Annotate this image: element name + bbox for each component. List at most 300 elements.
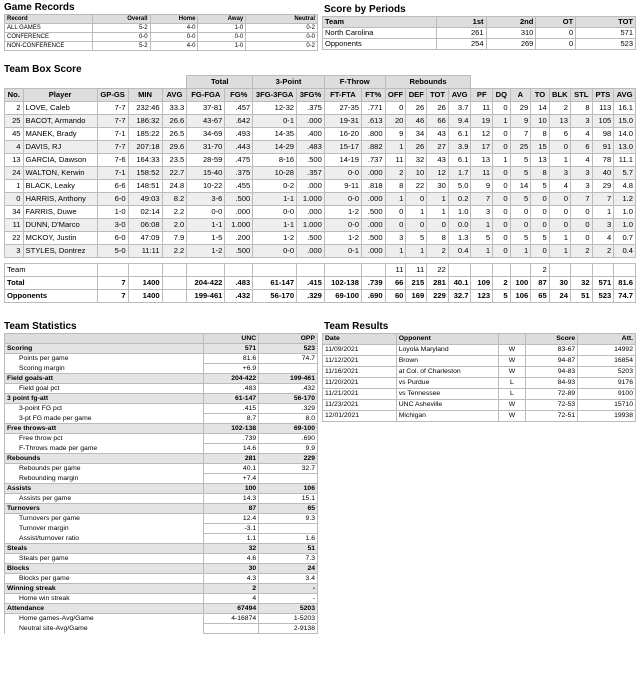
table-cell: 0 — [536, 28, 576, 39]
table-cell: 40 — [592, 167, 614, 180]
stat-group-row — [5, 454, 318, 464]
table-cell: 7-7 — [97, 115, 128, 128]
table-cell: 0 — [531, 206, 550, 219]
stat-group-row — [5, 374, 318, 384]
table-cell: 14.6 — [204, 444, 259, 454]
table-cell: 27-35 — [324, 102, 361, 115]
player-row — [5, 193, 636, 206]
table-cell: 81.6 — [614, 277, 636, 290]
table-row — [5, 24, 318, 33]
table-cell — [128, 264, 162, 277]
table-cell: -3.1 — [204, 524, 259, 534]
table-cell: .200 — [225, 232, 253, 245]
table-cell: 0 — [493, 180, 511, 193]
table-cell: 9 — [510, 115, 531, 128]
table-cell: 2 — [549, 102, 570, 115]
table-cell: 1 — [385, 193, 406, 206]
table-cell: 1 — [385, 245, 406, 258]
table-cell: 14992 — [578, 345, 636, 356]
table-cell: 6-0 — [97, 193, 128, 206]
table-cell: 0 — [549, 193, 570, 206]
table-cell: 19-31 — [324, 115, 361, 128]
table-cell: 49:03 — [128, 193, 162, 206]
table-cell: Scoring margin — [5, 364, 204, 374]
table-cell: 22 — [427, 264, 449, 277]
table-cell: 2.0 — [162, 219, 187, 232]
table-cell: .771 — [361, 102, 385, 115]
table-cell: 169 — [406, 290, 427, 303]
stat-sub-row — [5, 574, 318, 584]
table-cell: Field goals-att — [5, 374, 204, 384]
table-cell: 5 — [510, 154, 531, 167]
table-cell: 1-2 — [253, 232, 297, 245]
table-cell: 1-1 — [253, 193, 297, 206]
table-cell: 1 — [5, 180, 24, 193]
table-cell: WALTON, Kerwin — [23, 167, 97, 180]
table-cell: 7-1 — [97, 167, 128, 180]
table-cell: 1 — [592, 206, 614, 219]
table-cell: 109 — [471, 277, 493, 290]
table-cell: 1400 — [128, 277, 162, 290]
col-header: Neutral — [246, 15, 318, 24]
table-cell: 24 — [259, 564, 318, 574]
table-cell: 84-93 — [526, 378, 578, 389]
table-cell: 7 — [471, 193, 493, 206]
table-cell: 7 — [97, 290, 128, 303]
table-cell: 19938 — [578, 411, 636, 422]
table-cell: 2 — [531, 264, 550, 277]
table-cell: .432 — [225, 290, 253, 303]
table-cell: 51 — [570, 290, 592, 303]
table-cell: 10-22 — [187, 180, 225, 193]
col-header: TOT — [576, 17, 636, 28]
table-cell: .329 — [297, 290, 325, 303]
table-cell: .400 — [297, 128, 325, 141]
table-cell: 4-16874 — [204, 614, 259, 624]
table-cell: 13 — [531, 154, 550, 167]
col-header: MIN — [128, 89, 162, 102]
table-cell: .690 — [361, 290, 385, 303]
table-cell: +7.4 — [204, 474, 259, 484]
table-cell: Michigan — [396, 411, 498, 422]
table-cell: 571 — [592, 277, 614, 290]
table-cell: 1.000 — [297, 219, 325, 232]
table-cell: 261 — [436, 28, 486, 39]
table-cell: BLACK, Leaky — [23, 180, 97, 193]
table-cell: NON-CONFERENCE — [5, 42, 93, 51]
table-cell: Total — [5, 277, 98, 290]
table-cell: .415 — [297, 277, 325, 290]
table-cell: 1.2 — [614, 193, 636, 206]
table-cell: 22 — [5, 232, 24, 245]
player-row — [5, 141, 636, 154]
table-cell: 199-461 — [187, 290, 225, 303]
table-cell: 100 — [510, 277, 531, 290]
table-cell: 0-0 — [187, 206, 225, 219]
stat-sub-row — [5, 444, 318, 454]
stat-group-row — [5, 484, 318, 494]
table-cell: 0 — [493, 102, 511, 115]
table-cell: Opponents — [323, 39, 437, 50]
col-header: Score — [526, 334, 578, 345]
table-cell: 1.6 — [259, 534, 318, 544]
table-cell: Brown — [396, 356, 498, 367]
result-row — [323, 356, 636, 367]
table-cell: 6-0 — [97, 232, 128, 245]
table-cell: 19 — [471, 115, 493, 128]
table-cell: 1 — [510, 245, 531, 258]
table-cell: 13.0 — [614, 141, 636, 154]
player-row — [5, 102, 636, 115]
table-cell: 74.7 — [259, 354, 318, 364]
table-cell: 0-2 — [246, 24, 318, 33]
table-cell: 0.7 — [614, 232, 636, 245]
table-cell: 11 — [406, 264, 427, 277]
table-cell — [471, 264, 493, 277]
table-cell: MCKOY, Justin — [23, 232, 97, 245]
team-statistics-title: Team Statistics — [4, 321, 77, 332]
table-cell: 2 — [385, 167, 406, 180]
table-cell: 6 — [570, 141, 592, 154]
table-cell — [162, 277, 187, 290]
table-cell — [259, 364, 318, 374]
table-cell: 164:33 — [128, 154, 162, 167]
table-cell: 5-0 — [97, 245, 128, 258]
col-header: DQ — [493, 89, 511, 102]
table-cell: 4 — [570, 128, 592, 141]
table-cell: .882 — [361, 141, 385, 154]
table-cell: 40.1 — [204, 464, 259, 474]
table-cell: 23.5 — [162, 154, 187, 167]
table-cell: Neutral site-Avg/Game — [5, 624, 204, 634]
table-cell: 43 — [427, 154, 449, 167]
table-cell: 523 — [592, 290, 614, 303]
table-cell: 0 — [385, 219, 406, 232]
table-cell: 26.6 — [162, 115, 187, 128]
table-cell: .500 — [225, 245, 253, 258]
table-cell: 1 — [493, 154, 511, 167]
table-cell: 14 — [531, 102, 550, 115]
table-cell: W — [498, 411, 526, 422]
table-cell: Turnovers — [5, 504, 204, 514]
table-cell: 7-7 — [97, 102, 128, 115]
table-cell: 3 — [592, 219, 614, 232]
table-cell: 2-9138 — [259, 624, 318, 634]
table-cell — [549, 264, 570, 277]
col-header: Overall — [92, 15, 150, 24]
table-cell: 0-0 — [324, 219, 361, 232]
table-cell: 94-87 — [526, 356, 578, 367]
col-header: GP-GS — [97, 89, 128, 102]
table-cell: 87 — [204, 504, 259, 514]
player-row — [5, 245, 636, 258]
table-cell: 4 — [570, 154, 592, 167]
table-cell — [510, 264, 531, 277]
table-cell: 0 — [570, 232, 592, 245]
table-cell: 7-1 — [97, 128, 128, 141]
table-cell: 98 — [592, 128, 614, 141]
col-header: UNC — [204, 334, 259, 344]
stat-sub-row — [5, 414, 318, 424]
table-cell: 8 — [570, 102, 592, 115]
table-cell: 37-81 — [187, 102, 225, 115]
table-cell: 32 — [406, 154, 427, 167]
group-header-total: Total — [187, 76, 253, 89]
table-cell: 1 — [549, 154, 570, 167]
table-cell: .000 — [361, 167, 385, 180]
stat-group-row — [5, 604, 318, 614]
table-cell: 45 — [5, 128, 24, 141]
table-cell: 24.8 — [162, 180, 187, 193]
table-cell: 4 — [549, 180, 570, 193]
table-cell: Free throws-att — [5, 424, 204, 434]
table-cell: 66 — [427, 115, 449, 128]
table-cell: 11 — [471, 167, 493, 180]
table-cell: .455 — [225, 180, 253, 193]
stat-group-row — [5, 544, 318, 554]
table-cell: 24 — [549, 290, 570, 303]
table-cell: 24 — [5, 167, 24, 180]
table-cell: 61-147 — [204, 394, 259, 404]
table-cell: 22 — [406, 180, 427, 193]
table-cell: 0 — [531, 193, 550, 206]
table-cell: 10-28 — [253, 167, 297, 180]
table-cell: 15.0 — [614, 115, 636, 128]
table-cell: 0-0 — [198, 33, 246, 42]
table-cell: .000 — [297, 180, 325, 193]
table-cell: 204-422 — [187, 277, 225, 290]
team-box-score-table — [4, 75, 636, 303]
table-cell: 6.1 — [448, 154, 471, 167]
table-cell: vs Purdue — [396, 378, 498, 389]
table-cell: 1-1 — [187, 219, 225, 232]
table-row — [323, 28, 636, 39]
table-cell: 29 — [510, 102, 531, 115]
table-cell: 1 — [406, 206, 427, 219]
table-cell: 269 — [486, 39, 536, 50]
col-header: AVG — [614, 89, 636, 102]
table-cell: 0-0 — [324, 167, 361, 180]
table-cell: 158:52 — [128, 167, 162, 180]
table-cell: Points per game — [5, 354, 204, 364]
stat-sub-row — [5, 624, 318, 634]
table-cell: 0.4 — [448, 245, 471, 258]
table-cell: 0-0 — [246, 33, 318, 42]
player-row — [5, 115, 636, 128]
table-cell: 4-0 — [150, 24, 198, 33]
table-cell: 8.7 — [204, 414, 259, 424]
col-header: No. — [5, 89, 24, 102]
table-cell: 26 — [406, 102, 427, 115]
table-cell: 1.000 — [225, 219, 253, 232]
table-cell: 7-6 — [97, 154, 128, 167]
table-cell: 9176 — [578, 378, 636, 389]
table-cell: Attendance — [5, 604, 204, 614]
col-header: PTS — [592, 89, 614, 102]
table-cell: 2 — [204, 584, 259, 594]
player-row — [5, 180, 636, 193]
table-cell: 12 — [471, 128, 493, 141]
table-cell: 11 — [385, 154, 406, 167]
table-cell: 11.1 — [614, 154, 636, 167]
table-cell: 281 — [204, 454, 259, 464]
table-cell: 0 — [406, 193, 427, 206]
table-cell: 0-0 — [92, 33, 150, 42]
table-cell: 56-170 — [259, 394, 318, 404]
table-cell: .739 — [361, 277, 385, 290]
table-cell: 34-69 — [187, 128, 225, 141]
table-row — [323, 39, 636, 50]
table-cell: 1 — [427, 193, 449, 206]
table-cell: 31-70 — [187, 141, 225, 154]
table-cell: STYLES, Dontrez — [23, 245, 97, 258]
stat-sub-row — [5, 494, 318, 504]
table-cell: 229 — [427, 290, 449, 303]
table-cell: 12 — [427, 167, 449, 180]
table-cell — [259, 524, 318, 534]
table-cell: 15-17 — [324, 141, 361, 154]
table-cell: 10 — [531, 115, 550, 128]
total-row — [5, 277, 636, 290]
stat-sub-row — [5, 594, 318, 604]
table-cell: 106 — [259, 484, 318, 494]
col-header: OPP — [259, 334, 318, 344]
table-cell — [259, 474, 318, 484]
table-cell: 46 — [406, 115, 427, 128]
col-header: OFF — [385, 89, 406, 102]
table-cell: .000 — [361, 245, 385, 258]
table-cell: 571 — [576, 28, 636, 39]
table-cell — [297, 264, 325, 277]
table-cell: 7 — [97, 277, 128, 290]
col-header: FG-FGA — [187, 89, 225, 102]
table-cell: Field goal pct — [5, 384, 204, 394]
table-cell: 3-0 — [97, 219, 128, 232]
table-cell: 26 — [406, 141, 427, 154]
table-cell: W — [498, 400, 526, 411]
table-cell: 571 — [204, 344, 259, 354]
table-cell: .818 — [361, 180, 385, 193]
table-cell: .000 — [297, 245, 325, 258]
table-cell: .000 — [297, 115, 325, 128]
table-cell: 6.1 — [448, 128, 471, 141]
game-records-title: Game Records — [4, 2, 75, 13]
table-cell: 5-2 — [92, 24, 150, 33]
table-cell: 1-2 — [324, 232, 361, 245]
col-header: FT-FTA — [324, 89, 361, 102]
col-header: A — [510, 89, 531, 102]
table-cell: 7.9 — [162, 232, 187, 245]
table-cell: 6 — [549, 128, 570, 141]
table-cell: 14-19 — [324, 154, 361, 167]
table-cell: .432 — [259, 384, 318, 394]
table-cell: 74.7 — [614, 290, 636, 303]
table-cell: 0.0 — [448, 219, 471, 232]
table-cell: 34 — [406, 128, 427, 141]
table-cell: 1.1 — [204, 534, 259, 544]
table-cell: 1.0 — [614, 219, 636, 232]
table-cell: 0 — [493, 193, 511, 206]
table-cell: 8.2 — [162, 193, 187, 206]
table-cell: 11/21/2021 — [323, 389, 397, 400]
table-cell: .500 — [225, 193, 253, 206]
table-cell: - — [259, 594, 318, 604]
table-cell: 1 — [406, 245, 427, 258]
table-cell: Assist/turnover ratio — [5, 534, 204, 544]
table-cell: 81.6 — [204, 354, 259, 364]
table-cell — [97, 264, 128, 277]
table-cell: W — [498, 367, 526, 378]
table-cell: 3.4 — [259, 574, 318, 584]
result-row — [323, 367, 636, 378]
col-header: Opponent — [396, 334, 498, 345]
table-cell: 185:22 — [128, 128, 162, 141]
table-cell: 0-2 — [246, 42, 318, 51]
col-header: STL — [570, 89, 592, 102]
table-cell: MANEK, Brady — [23, 128, 97, 141]
table-cell: Assists per game — [5, 494, 204, 504]
table-cell: .500 — [297, 154, 325, 167]
table-cell: Home games-Avg/Game — [5, 614, 204, 624]
result-row — [323, 411, 636, 422]
table-cell: UNC Asheville — [396, 400, 498, 411]
table-cell: 6-6 — [97, 180, 128, 193]
table-cell: 281 — [427, 277, 449, 290]
stat-sub-row — [5, 434, 318, 444]
table-cell: 14 — [510, 180, 531, 193]
table-cell: 0 — [493, 232, 511, 245]
table-cell: 30 — [549, 277, 570, 290]
table-cell: 30 — [204, 564, 259, 574]
table-cell: 0-0 — [150, 33, 198, 42]
col-header: AVG — [162, 89, 187, 102]
table-cell: .800 — [361, 128, 385, 141]
table-cell: 229 — [259, 454, 318, 464]
table-cell: 1-0 — [97, 206, 128, 219]
table-cell: 2.2 — [162, 245, 187, 258]
stat-group-row — [5, 564, 318, 574]
table-cell: 0 — [549, 219, 570, 232]
table-cell: L — [498, 378, 526, 389]
stat-sub-row — [5, 514, 318, 524]
table-cell: 102-138 — [324, 277, 361, 290]
table-cell: 32.7 — [259, 464, 318, 474]
table-cell: 9 — [385, 128, 406, 141]
table-cell: 8-16 — [253, 154, 297, 167]
table-cell — [324, 264, 361, 277]
table-cell: 1 — [385, 141, 406, 154]
col-header: Att. — [578, 334, 636, 345]
table-cell: .457 — [225, 102, 253, 115]
table-cell: 3 — [5, 245, 24, 258]
stat-sub-row — [5, 614, 318, 624]
table-cell: Scoring — [5, 344, 204, 354]
table-cell: 14-35 — [253, 128, 297, 141]
table-cell: Rebounding margin — [5, 474, 204, 484]
team-results-title: Team Results — [324, 321, 389, 332]
table-cell: 1-2 — [187, 245, 225, 258]
col-header: TOT — [427, 89, 449, 102]
table-cell: .375 — [225, 167, 253, 180]
table-cell: 11/16/2021 — [323, 367, 397, 378]
table-cell: 5 — [510, 232, 531, 245]
stat-sub-row — [5, 524, 318, 534]
table-cell: .500 — [361, 232, 385, 245]
table-cell: 14.3 — [204, 494, 259, 504]
table-cell: 15710 — [578, 400, 636, 411]
table-cell: 25 — [5, 115, 24, 128]
table-cell: 8 — [385, 180, 406, 193]
